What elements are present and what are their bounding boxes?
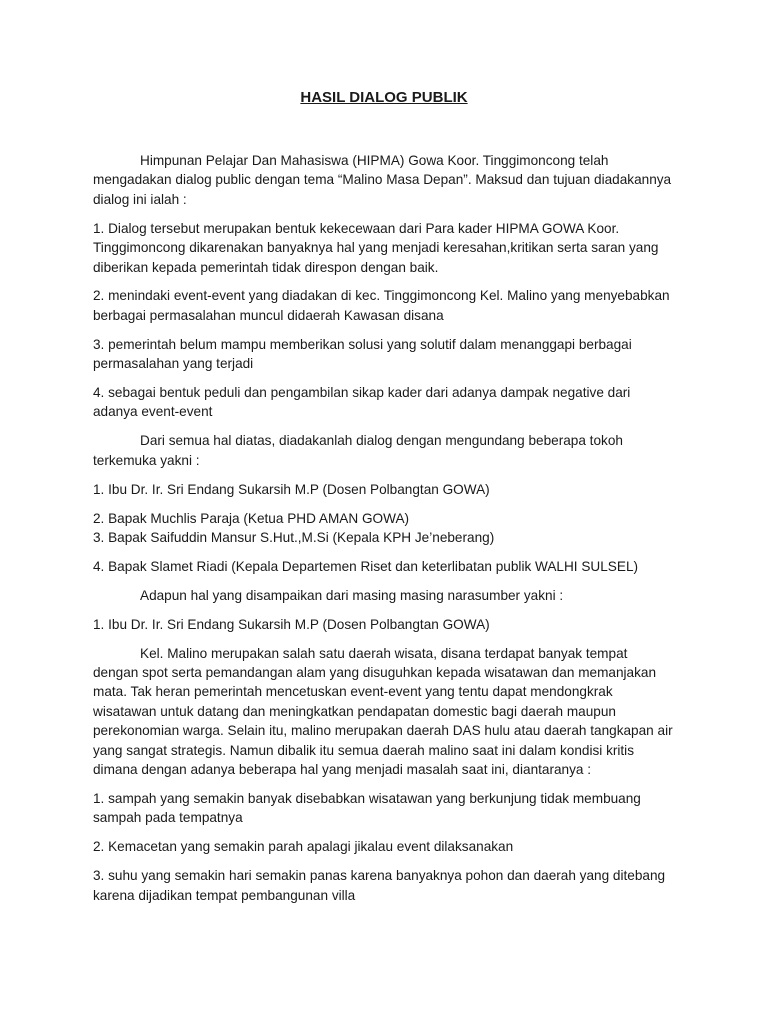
- document-body: [93, 151, 675, 915]
- speaker-item: 1. Ibu Dr. Ir. Sri Endang Sukarsih M.P (Dosen Polbangtan GOWA): [93, 481, 490, 497]
- list-item: 2. Kemacetan yang semakin parah apalagi jikalau event dilaksanakan: [93, 839, 514, 855]
- speaker-item: 3. Bapak Saifuddin Mansur S.Hut.,M.Si (Kepala KPH Je’neberang): [93, 530, 495, 545]
- paragraph: Dari semua hal diatas, diadakanlah dialog dengan mengundang beberapa tokoh terkemuka yakni :: [93, 433, 623, 468]
- speaker-item: 4. Bapak Slamet Riadi (Kepala Departemen Riset dan keterlibatan publik WALHI SULSEL): [93, 558, 639, 574]
- document-title: HASIL DIALOG PUBLIK: [300, 89, 468, 106]
- list-item: 4. sebagai bentuk peduli dan pengambilan sikap kader dari adanya dampak negative dari adanya event-event: [93, 385, 631, 420]
- list-item: 2. menindaki event-event yang diadakan di kec. Tinggimoncong Kel. Malino yang menyebabkan berbagai permasalahan muncul didaerah Kawasan disana: [93, 288, 670, 323]
- speaker-item: 2. Bapak Muchlis Paraja (Ketua PHD AMAN GOWA): [93, 510, 410, 526]
- list-item: 1. sampah yang semakin banyak disebabkan wisatawan yang berkunjung tidak membuang sampah pada tempatnya: [93, 790, 641, 826]
- intro-paragraph: Himpunan Pelajar Dan Mahasiswa (HIPMA) Gowa Koor. Tinggimoncong telah mengadakan dialog public dengan tema “Malino Masa Depan”. Maksud dan tujuan diadakannya dialog ini ialah :: [93, 153, 672, 207]
- paragraph: Adapun hal yang disampaikan dari masing masing narasumber yakni :: [140, 587, 564, 603]
- list-item: 3. suhu yang semakin hari semakin panas karena banyaknya pohon dan daerah yang ditebang karena dijadikan tempat pembangunan villa: [93, 868, 666, 903]
- list-item: 3. pemerintah belum mampu memberikan solusi yang solutif dalam menanggapi berbagai permasalahan yang terjadi: [93, 336, 632, 372]
- list-item: 1. Dialog tersebut merupakan bentuk kekecewaan dari Para kader HIPMA GOWA Koor. Tinggimoncong dikarenakan banyaknya hal yang menjadi keresahan,kritikan serta saran yang diberikan kepada pemerintah tidak direspon dengan baik.: [93, 220, 659, 275]
- paragraph: Kel. Malino merupakan salah satu daerah wisata, disana terdapat banyak tempat dengan spot serta pemandangan alam yang disuguhkan kepada wisatawan dan memanjakan mata. Tak heran pemerintah mencetuskan event-event yang tentu dapat mendongkrak wisatawan untuk datang dan meningkatkan pendapatan domestic bagi daerah maupun perekonomian warga. Selain itu, malino merupakan daerah DAS hulu atau daerah tangkapan air yang sangat strategis. Namun dibalik itu semua daerah malino saat ini dalam kondisi kritis dimana dengan adanya beberapa hal yang menjadi masalah saat ini, diantaranya :: [93, 645, 673, 778]
- speaker-heading: 1. Ibu Dr. Ir. Sri Endang Sukarsih M.P (Dosen Polbangtan GOWA): [93, 616, 490, 632]
